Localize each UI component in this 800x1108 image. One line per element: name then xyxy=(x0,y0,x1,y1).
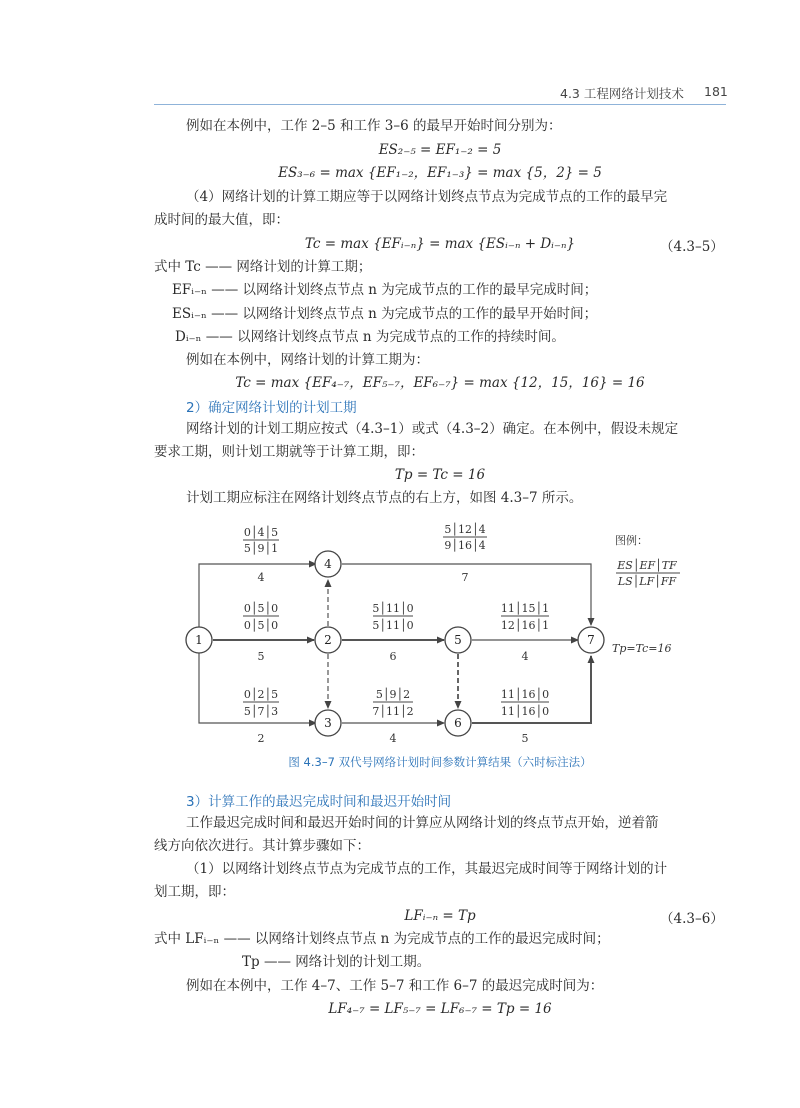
duration: 6 xyxy=(389,650,397,663)
node-1 xyxy=(186,627,212,653)
param-bottom: 7│11│2 xyxy=(372,705,414,718)
definition: Tp —— 网络计划的计划工期。 xyxy=(242,954,431,970)
formula: Tp = Tc = 16 xyxy=(394,467,486,483)
param-top: 5│9│2 xyxy=(375,688,411,701)
equation-number: （4.3–6） xyxy=(660,911,724,927)
param-top: 5│11│0 xyxy=(372,602,414,615)
duration: 2 xyxy=(257,732,265,745)
paragraph: 成时间的最大值，即： xyxy=(154,212,289,228)
formula: ES₂₋₅ = EF₁₋₂ = 5 xyxy=(378,142,502,158)
node-2 xyxy=(315,627,341,653)
formula: Tc = max {EF₄₋₇，EF₅₋₇，EF₆₋₇} = max {12，15，16} = 16 xyxy=(235,375,645,391)
param-top: 11│16│0 xyxy=(500,688,550,701)
param-bottom: 5│7│3 xyxy=(243,705,279,718)
duration: 7 xyxy=(461,571,469,584)
paragraph: 要求工期，则计划工期就等于计算工期，即： xyxy=(154,444,424,460)
paragraph: 例如在本例中，工作 2–5 和工作 3–6 的最早开始时间分别为： xyxy=(186,118,562,134)
legend-bottom: LS│LF│FF xyxy=(617,575,677,588)
paragraph: （1）以网络计划终点节点为完成节点的工作，其最迟完成时间等于网络计划的计 xyxy=(186,861,668,877)
legend-title: 图例： xyxy=(615,534,648,547)
formula: ES₃₋₆ = max {EF₁₋₂，EF₁₋₃} = max {5，2} = 5 xyxy=(278,165,602,181)
page-number: 181 xyxy=(704,84,728,99)
node-label: 6 xyxy=(454,716,462,730)
formula: Tc = max {EFᵢ₋ₙ} = max {ESᵢ₋ₙ + Dᵢ₋ₙ} xyxy=(304,236,576,252)
node-label: 2 xyxy=(324,633,332,647)
header-section: 4.3 工程网络计划技术 xyxy=(560,86,684,101)
paragraph: 例如在本例中，网络计划的计算工期为： xyxy=(186,352,429,368)
definition: 式中 Tc —— 网络计划的计算工期； xyxy=(154,259,372,275)
param-bottom: 5│11│0 xyxy=(372,619,414,632)
node-label: 5 xyxy=(454,633,462,647)
paragraph: 工作最迟完成时间和最迟开始时间的计算应从网络计划的终点节点开始，逆着箭 xyxy=(186,815,659,831)
paragraph: 线方向依次进行。其计算步骤如下： xyxy=(154,838,370,854)
duration: 4 xyxy=(257,571,265,584)
param-bottom: 9│16│4 xyxy=(444,539,486,552)
node-label: 1 xyxy=(195,633,203,647)
node-4 xyxy=(315,551,341,577)
duration: 4 xyxy=(389,732,397,745)
node-5 xyxy=(445,627,471,653)
param-top: 11│15│1 xyxy=(500,602,550,615)
paragraph: 划工期，即： xyxy=(154,884,235,900)
figure-caption: 图 4.3–7 双代号网络计划时间参数计算结果（六时标注法） xyxy=(288,755,592,769)
duration: 5 xyxy=(521,732,529,745)
paragraph: 例如在本例中，工作 4–7、工作 5–7 和工作 6–7 的最迟完成时间为： xyxy=(186,978,604,994)
param-top: 0│5│0 xyxy=(243,602,279,615)
param-top: 0│4│5 xyxy=(243,526,279,539)
param-top: 5│12│4 xyxy=(444,523,486,536)
equation-number: （4.3–5） xyxy=(660,239,724,255)
node-label: 7 xyxy=(587,633,595,647)
definition: Dᵢ₋ₙ —— 以网络计划终点节点 n 为完成节点的工作的持续时间。 xyxy=(175,329,565,345)
formula: LFᵢ₋ₙ = Tp xyxy=(404,908,476,924)
paragraph: 网络计划的计划工期应按式（4.3–1）或式（4.3–2）确定。在本例中，假设未规定 xyxy=(186,421,679,437)
param-bottom: 5│9│1 xyxy=(243,542,279,555)
paragraph: （4）网络计划的计算工期应等于以网络计划终点节点为完成节点的工作的最早完 xyxy=(186,189,668,205)
node-label: 4 xyxy=(324,557,332,571)
legend xyxy=(612,533,680,655)
param-bottom: 11│16│0 xyxy=(500,705,550,718)
duration: 5 xyxy=(257,650,265,663)
section-heading: 3）计算工作的最迟完成时间和最迟开始时间 xyxy=(186,794,452,810)
definition: ESᵢ₋ₙ —— 以网络计划终点节点 n 为完成节点的工作的最早开始时间； xyxy=(172,306,598,322)
section-heading: 2）确定网络计划的计划工期 xyxy=(186,400,357,416)
definition: 式中 LFᵢ₋ₙ —— 以网络计划终点节点 n 为完成节点的工作的最迟完成时间； xyxy=(154,931,610,947)
node-7 xyxy=(578,627,604,653)
node-3 xyxy=(315,710,341,736)
node-6 xyxy=(445,710,471,736)
legend-top: ES│EF│TF xyxy=(617,559,677,572)
node-label: 3 xyxy=(324,716,332,730)
param-bottom: 12│16│1 xyxy=(500,619,550,632)
duration: 4 xyxy=(521,650,529,663)
definition: EFᵢ₋ₙ —— 以网络计划终点节点 n 为完成节点的工作的最早完成时间； xyxy=(172,282,598,298)
param-bottom: 0│5│0 xyxy=(243,619,279,632)
tp-label: Tp=Tc=16 xyxy=(612,642,672,655)
paragraph: 计划工期应标注在网络计划终点节点的右上方，如图 4.3–7 所示。 xyxy=(186,490,583,506)
formula: LF₄₋₇ = LF₅₋₇ = LF₆₋₇ = Tp = 16 xyxy=(328,1001,552,1017)
param-top: 0│2│5 xyxy=(243,688,279,701)
